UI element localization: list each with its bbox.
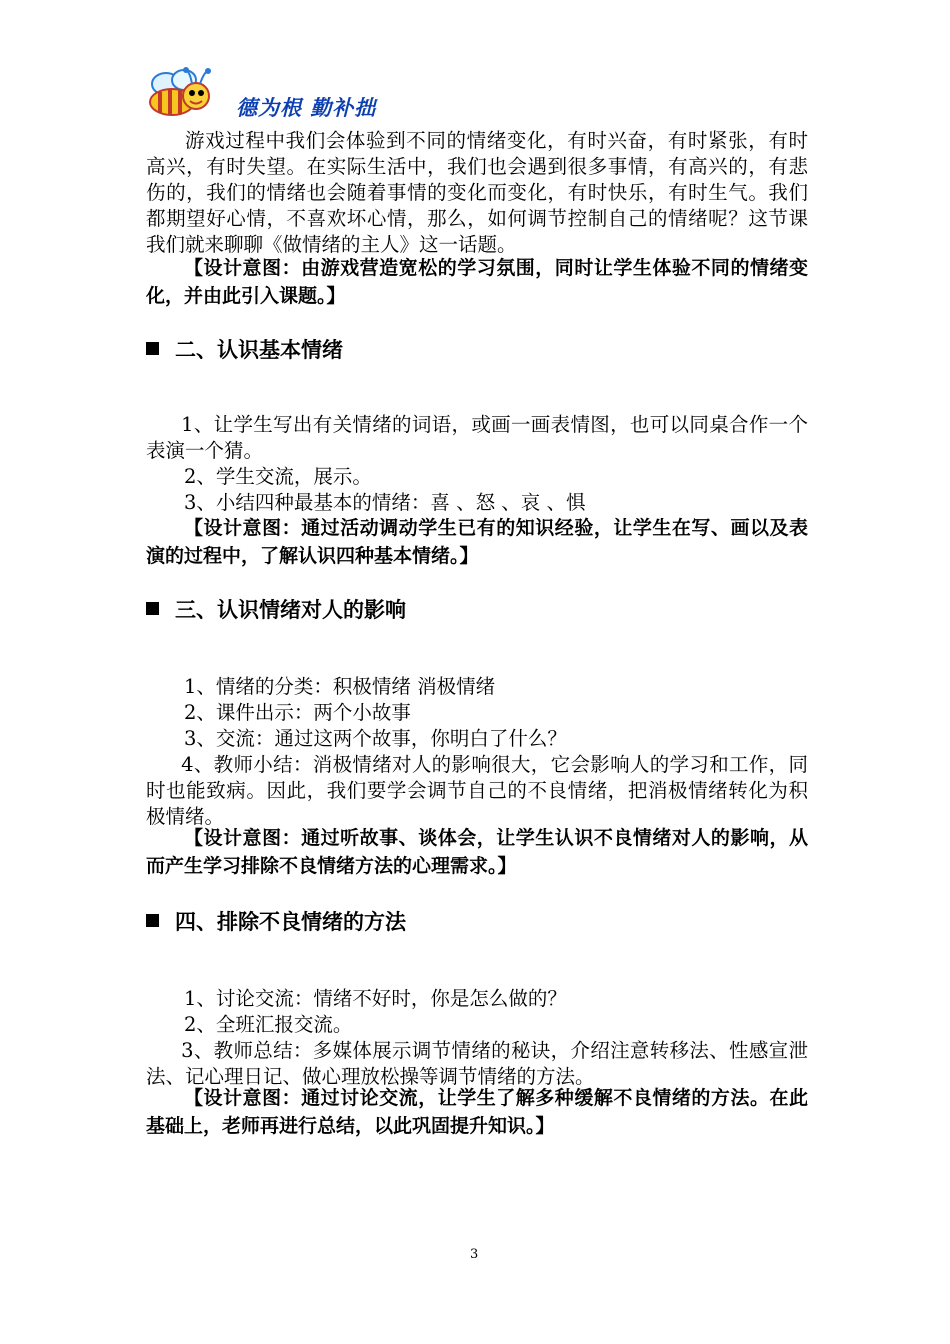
square-bullet-icon [146,342,159,355]
section-heading-methods [146,906,406,936]
section-title: 四、排除不良情绪的方法 [175,910,406,934]
list-item: 1、讨论交流：情绪不好时，你是怎么做的？ [184,987,567,1010]
intro-paragraph: 游戏过程中我们会体验到不同的情绪变化，有时兴奋，有时紧张，有时高兴，有时失望。在实际生活中，我们也会遇到很多事情，有高兴的，有悲伤的，我们的情绪也会随着事情的变化而变化，有时快乐，有时生气。我们都期望好心情，不喜欢坏心情，那么，如何调节控制自己的情绪呢？这节课我们就来聊聊《做情绪的主人》这一话题。 [146,129,808,256]
section3-design-intent: 【设计意图：通过听故事、谈体会，让学生认识不良情绪对人的影响，从而产生学习排除不良情绪方法的心理需求。】 [146,827,808,877]
square-bullet-icon [146,602,159,615]
square-bullet-icon [146,914,159,927]
list-item: 1、情绪的分类：积极情绪 消极情绪 [184,675,496,698]
section4-design-intent: 【设计意图：通过讨论交流，让学生了解多种缓解不良情绪的方法。在此基础上，老师再进行总结，以此巩固提升知识。】 [146,1087,808,1137]
list-item: 2、全班汇报交流。 [184,1013,353,1036]
section-heading-emotion-impact [146,594,406,624]
section-title: 二、认识基本情绪 [175,338,343,362]
page-header [146,66,506,122]
list-item: 1、让学生写出有关情绪的词语，或画一画表情图，也可以同桌合作一个表演一个猜。 [146,413,808,462]
list-item: 2、课件出示：两个小故事 [184,701,411,724]
bee-logo-icon [146,66,218,122]
page-number: 3 [470,1247,479,1262]
header-motto: 德为根 勤补拙 [236,96,377,120]
list-item: 3、教师总结：多媒体展示调节情绪的秘诀，介绍注意转移法、性感宣泄法、记心理日记、做心理放松操等调节情绪的方法。 [146,1039,808,1088]
list-item: 3、小结四种最基本的情绪：喜 、怒 、哀 、惧 [184,491,586,514]
section2-design-intent: 【设计意图：通过活动调动学生已有的知识经验，让学生在写、画以及表演的过程中，了解认识四种基本情绪。】 [146,517,808,567]
list-item: 4、教师小结：消极情绪对人的影响很大，它会影响人的学习和工作，同时也能致病。因此，我们要学会调节自己的不良情绪，把消极情绪转化为积极情绪。 [146,753,808,828]
intro-design-intent: 【设计意图：由游戏营造宽松的学习氛围，同时让学生体验不同的情绪变化，并由此引入课题。】 [146,257,808,307]
section-heading-basic-emotions [146,334,343,364]
list-item: 3、交流：通过这两个故事，你明白了什么？ [184,727,567,750]
section-title: 三、认识情绪对人的影响 [175,598,406,622]
list-item: 2、学生交流，展示。 [184,465,372,488]
